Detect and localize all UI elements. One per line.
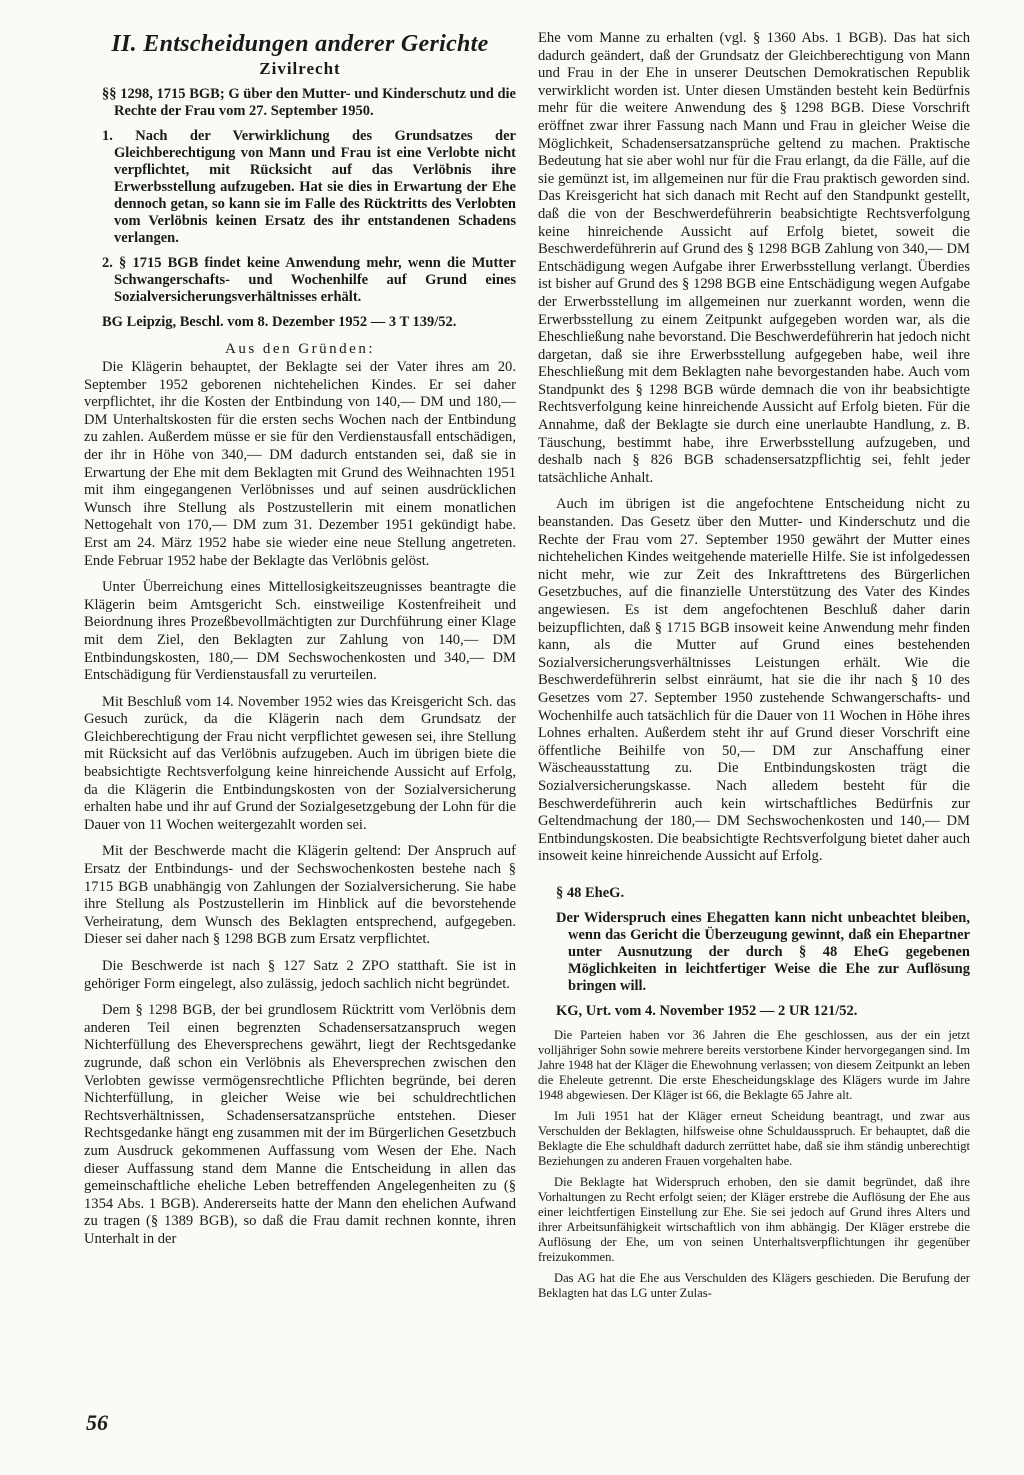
headnote-2: 2. § 1715 BGB findet keine Anwendung mehr, wenn die Mutter Schwangerschafts- und Wochenhilfe auf Grund eines Sozialversicherungsverhältnisses erhält. [102,255,516,305]
small-paragraph: Die Beklagte hat Widerspruch erhoben, den sie damit begründet, daß ihre Vorhaltungen zu Recht erfolgt seien; der Kläger erstrebe die Auflösung der Ehe aus einer leichtfertigen Einstellung zur Ehe. Sie sei jedoch auf Grund ihres Alters und ihrer Arbeitsunfähigkeit wirtschaftlich von ihm abhängig. Der Kläger erstrebe die Auflösung der Ehe, um von seinen Unterhaltsverpflichtungen ihr gegenüber freizukommen. [538,1174,970,1264]
court-decision-line: KG, Urt. vom 4. November 1952 — 2 UR 121/52. [556,1002,858,1019]
headnote-1: 1. Nach der Verwirklichung des Grundsatzes der Gleichberechtigung von Mann und Frau ist eine Verlobte nicht verpflichtet, mit Rücksicht auf das Verlöbnis ihre Erwerbsstellung aufzugeben. Hat sie dies in Erwartung der Ehe dennoch getan, so kann sie im Falle des Rücktritts des Verlobten vom Verlöbnis keinen Ersatz des ihr entstandenen Schadens verlangen. [102,128,516,246]
body-paragraph: Die Klägerin behauptet, der Beklagte sei der Vater ihres am 20. September 1952 geborenen nichtehelichen Kindes. Er sei daher verpflichtet, ihr die Kosten der Entbindung von 140,— DM und 180,— DM Unterhaltskosten für die ersten sechs Wochen nach der Entbindung zu zahlen. Außerdem müsse er sie für den Verdienstausfall entschädigen, der ihr in Höhe von 340,— DM dadurch entstanden sei, daß sie in Erwartung der Ehe mit dem Beklagten mit Grund des Weihnachten 1951 mit ihm eingegangenen Verlöbnisses und auf seinen ausdrücklichen Wunsch ihre Stellung als Postzustellerin mit einem monatlichen Nettogehalt von 170,— DM zum 31. Dezember 1951 gekündigt habe. Erst am 24. März 1952 habe sie wieder eine neue Stellung angetreten. Ende Februar 1952 habe der Beklagte das Verlöbnis gelöst. [84,359,516,569]
small-paragraph: Die Parteien haben vor 36 Jahren die Ehe geschlossen, aus der ein jetzt volljähriger Sohn sowie mehrere bereits verstorbene Kinder hervorgegangen sind. Im Jahre 1948 hat der Kläger die Ehewohnung verlassen; von diesem Zeitpunkt an leben die Eheleute getrennt. Die erste Ehescheidungsklage des Klägers wurde im Jahre 1948 abgewiesen. Der Kläger ist 66, die Beklagte 65 Jahre alt. [538,1027,970,1102]
small-paragraph: Das AG hat die Ehe aus Verschulden des Klägers geschieden. Die Berufung der Beklagten hat das LG unter Zulas- [538,1270,970,1300]
left-column [84,30,516,1258]
body-paragraph: Auch im übrigen ist die angefochtene Entscheidung nicht zu beanstanden. Das Gesetz über den Mutter- und Kinderschutz und die Rechte der Frau vom 27. September 1950 gewährt der Mutter eines nichtehelichen Kindes weitgehende materielle Hilfe. Sie ist infolgedessen nicht mehr, wie zur Zeit des Inkrafttretens des Bürgerlichen Gesetzbuches, auf die finanzielle Unterstützung des Vater des Kindes angewiesen. Es ist dem angefochtenen Beschluß daher darin beizupflichten, daß § 1715 BGB insoweit keine Anwendung mehr finden kann, als die Mutter auf Grund eines bestehenden Sozialversicherungsverhältnisses Leistungen erhält. Wie die Beschwerdeführerin selbst einräumt, hat sie die ihr nach § 10 des Gesetzes vom 27. September 1950 zustehende Schwangerschafts- und Wochenhilfe auch tatsächlich für die Dauer von 11 Wochen in Höhe ihres Lohnes erhalten. Außerdem steht ihr auf Grund dieser Vorschrift eine öffentliche Beihilfe von 50,— DM zur Anschaffung einer Wäscheausstattung zu. Die Entbindungskosten trägt die Sozialversicherungskasse. Nach alledem besteht für die Beschwerdeführerin auch kein wirtschaftliches Bedürfnis zur Geltendmachung der 180,— DM Sechswochenkosten und 140,— DM Entbindungskosten. Die beabsichtigte Rechtsverfolgung bietet daher auch insoweit keine hinreichende Aussicht auf Erfolg. [538,496,970,865]
statute-citation: § 48 EheG. [556,884,625,901]
statute-citation: §§ 1298, 1715 BGB; G über den Mutter- und Kinderschutz und die Rechte der Frau vom 27. September 1950. [102,86,516,119]
headnote: Der Widerspruch eines Ehegatten kann nicht unbeachtet bleiben, wenn das Gericht die Überzeugung gewinnt, daß ein Ehepartner unter Ausnutzung der durch § 48 EheG gegebenen Möglichkeiten in leichtfertiger Weise die Ehe zur Auflösung bringen will. [556,909,970,994]
court-decision-line: BG Leipzig, Beschl. vom 8. Dezember 1952 — 3 T 139/52. [102,314,457,330]
body-paragraph: Dem § 1298 BGB, der bei grundlosem Rücktritt vom Verlöbnis dem anderen Teil einen begrenzten Schadensersatzanspruch wegen Nichterfüllung des Eheversprechens gewährt, liegt der Rechtsgedanke zugrunde, daß schon ein Verlöbnis als Eheversprechen zwischen den Verlobten gewisse vermögensrechtliche Pflichten begründe, bei deren Nichterfüllung, in gleicher Weise wie bei schuldrechtlichen Rechtsverhältnissen, Schadensersatzansprüche entstehen. Dieser Rechtsgedanke hängt eng zusammen mit der im Bürgerlichen Gesetzbuch zum Ausdruck gekommenen Auffassung vom Wesen der Ehe. Nach dieser Auffassung stand dem Manne die Entscheidung in allen das gemeinschaftliche eheliche Leben betreffenden Angelegenheiten zu (§ 1354 Abs. 1 BGB). Andererseits hatte der Mann den ehelichen Aufwand zu tragen (§ 1389 BGB), so daß die Frau damit rechnen konnte, ihren Unterhalt in der [84,1002,516,1247]
grounds-heading: Aus den Gründen: [225,341,375,357]
right-column [538,30,970,1307]
page-number: 56 [86,1410,108,1435]
body-paragraph: Ehe vom Manne zu erhalten (vgl. § 1360 Abs. 1 BGB). Das hat sich dadurch geändert, daß der Grundsatz der Gleichberechtigung von Mann und Frau in der Ehe in unserer Deutschen Demokratischen Republik verwirklicht worden ist. Unter diesen Umständen besteht kein Bedürfnis mehr für die weitere Anwendung des § 1298 BGB. Diese Vorschrift eröffnet zwar ihrer Fassung nach Mann und Frau in gleicher Weise die Möglichkeit, Schadensersatzansprüche geltend zu machen. Praktische Bedeutung hat sie aber wohl nur für die Frau erlangt, da die Fälle, auf die sie gemünzt ist, im allgemeinen nur für die Frau praktisch geworden sind. Das Kreisgericht hat sich danach mit Recht auf den Standpunkt gestellt, daß die von der Beschwerdeführerin beabsichtigte Rechtsverfolgung keine hinreichende Aussicht auf Erfolg bietet, soweit die Beschwerdeführerin auf Grund des § 1298 BGB Zahlung von 340,— DM Entschädigung wegen Aufgabe ihrer Erwerbsstellung verlangt. Überdies ist bisher auf Grund des § 1298 BGB eine Entschädigung wegen Aufgabe der Erwerbsstellung im allgemeinen nur zuerkannt worden, wenn die Erwerbsstellung zu einem Zeitpunkt aufgegeben worden war, als die Eheschließung nahe bevorstand. Die Beschwerdeführerin hat jedoch nicht dargetan, daß sie ihre Erwerbsstellung aufgegeben habe, weil ihre Eheschließung mit dem Beklagten nahe bevorgestanden habe. Auch vom Standpunkt des § 1298 BGB würde demnach die von ihr beabsichtigte Rechtsverfolgung keine hinreichende Aussicht auf Erfolg bieten. Für die Annahme, daß der Beklagte sie durch eine unerlaubte Handlung, z. B. Täuschung, bestimmt habe, ihre Erwerbsstellung aufzugeben, und deshalb nach § 826 BGB schadensersatzpflichtig sei, fehlt jeder tatsächliche Anhalt. [538,30,970,486]
body-paragraph: Unter Überreichung eines Mittellosigkeitszeugnisses beantragte die Klägerin beim Amtsgericht Sch. einstweilige Kostenfreiheit und Beiordnung ihres Prozeßbevollmächtigten zur Durchführung einer Klage mit dem Ziel, den Beklagten zur Zahlung von 140,— DM Entbindungskosten, 180,— DM Sechswochenkosten und 340,— DM Entschädigung für Verdienstausfall zu verurteilen. [84,579,516,684]
body-paragraph: Mit Beschluß vom 14. November 1952 wies das Kreisgericht Sch. das Gesuch zurück, da die Klägerin nach dem Grundsatz der Gleichberechtigung der Frau nicht verpflichtet gewesen sei, ihre Stellung mit Rücksicht auf das Verlöbnis aufzugeben. Auch im übrigen biete die beabsichtigte Rechtsverfolgung keine hinreichende Aussicht auf Erfolg, da die Klägerin die Entbindungskosten von der Sozialversicherung erhalten habe und ihr auf Grund der Sozialgesetzgebung der Lohn für die Dauer von 11 Wochen weitergezahlt worden sei. [84,693,516,833]
body-paragraph: Mit der Beschwerde macht die Klägerin geltend: Der Anspruch auf Ersatz der Entbindungs- und der Sechswochenkosten bestehe nach § 1715 BGB unabhängig von Zahlungen der Sozialversicherung. Sie habe ihre Stellung als Postzustellerin im Hinblick auf die bevorstehende Verheiratung, dem Wunsch des Beklagten entsprechend, aufgegeben. Dieser sei daher nach § 1298 BGB zum Ersatz verpflichtet. [84,843,516,948]
section-title: II. Entscheidungen anderer Gerichte [111,31,489,57]
small-paragraph: Im Juli 1951 hat der Kläger erneut Scheidung beantragt, und zwar aus Verschulden der Beklagten, hilfsweise ohne Schuldausspruch. Er behauptet, daß die Beklagte die Ehe schuldhaft dadurch zerrüttet habe, daß sie ihm ständig unberechtigt Beziehungen zu anderen Frauen vorgehalten habe. [538,1108,970,1168]
section-subtitle: Zivilrecht [259,59,341,78]
body-paragraph: Die Beschwerde ist nach § 127 Satz 2 ZPO statthaft. Sie ist in gehöriger Form eingelegt, also zulässig, jedoch sachlich nicht begründet. [84,958,516,992]
